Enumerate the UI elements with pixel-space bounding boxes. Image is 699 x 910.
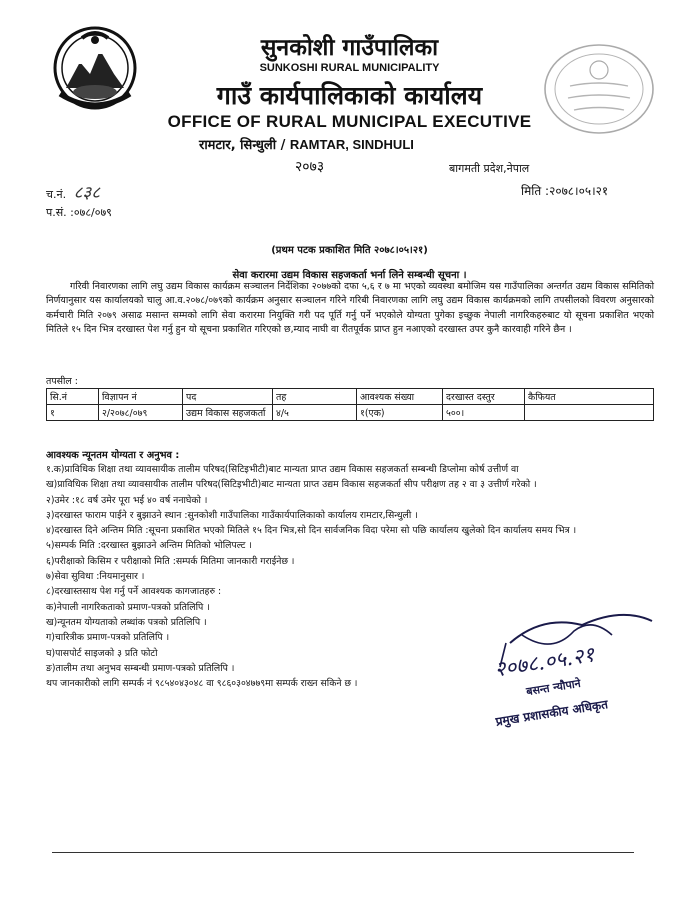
table-header-cell: सि.नं [47, 389, 99, 405]
tapasil-label: तपसील : [46, 376, 78, 387]
vacancy-table [46, 388, 654, 421]
address-en: RAMTAR, SINDHULI [289, 137, 414, 152]
requirement-item: ग)चारित्रीक प्रमाण-पत्रको प्रतिलिपि । [46, 632, 170, 644]
established-year: २०७३ [295, 159, 325, 175]
office-title-en: OFFICE OF RURAL MUNICIPAL EXECUTIVE [167, 112, 532, 131]
requirement-item: २)उमेर :१८ वर्ष उमेर पूरा भई ४० वर्ष ननाघेको । [46, 494, 208, 506]
table-header-cell: कैफियत [525, 389, 654, 405]
table-cell: १ [47, 405, 99, 421]
address-np: रामटार, सिन्धुली / [199, 138, 286, 153]
table-header-cell: दरखास्त दस्तुर [443, 389, 525, 405]
requirement-item: ६)परीक्षाको किसिम र परीक्षाको मिति :सम्पर्क मितिमा जानकारी गराईनेछ । [46, 555, 295, 567]
table-cell: उद्यम विकास सहजकर्ता [183, 405, 273, 421]
requirement-item: थप जानकारीको लागि सम्पर्क नं ९८५४०४३०४८ वा ९८६०३०४७७९मा सम्पर्क राख्न सकिने छ । [46, 678, 358, 690]
province-label: बागमती प्रदेश,नेपाल [449, 162, 530, 175]
signatory-name: बसन्त न्यौपाने [525, 676, 582, 699]
requirement-item: ७)सेवा सुविधा :नियमानुसार । [46, 571, 145, 583]
table-cell: ४/५ [273, 405, 357, 421]
chalani-value: ८३८ [73, 183, 101, 203]
footer-divider [52, 852, 634, 853]
table-row [47, 405, 654, 421]
requirement-item: घ)पासपोर्ट साइजको ३ प्रति फोटो [46, 647, 158, 659]
notice-subject: सेवा करारमा उद्यम विकास सहजकर्ता भर्ना लिने सम्बन्धी सूचना । [232, 270, 467, 281]
chalani-number [46, 180, 100, 203]
table-header-cell: आवश्यक संख्या [357, 389, 443, 405]
office-address [199, 135, 414, 153]
signatory-title: प्रमुख प्रशासकीय अधिकृत [494, 697, 609, 729]
requirement-item: क)नेपाली नागरिकताको प्रमाण-पत्रको प्रतिलिपि । [46, 601, 210, 613]
table-cell: २/२०७८/०७९ [99, 405, 183, 421]
municipality-title-en: SUNKOSHI RURAL MUNICIPALITY [259, 62, 440, 74]
requirement-item: ३)दरखास्त फाराम पाईने र बुझाउने स्थान :सुनकोशी गाउँपालिका गाउँकार्यपालिकाको कार्यालय रामटार,सिन्धुली । [46, 509, 418, 521]
chalani-label: च.नं. [46, 188, 67, 201]
notice-intro-paragraph: गरिवी निवारणका लागि लघु उद्यम विकास कार्यक्रम सञ्चालन निर्देशिका २०७७को दफा ५,६ र ७ मा भएको व्यवस्था बमोजिम यस गाउँपालिका अन्तर्गत उद्यम विकास समितिको निर्णयानुसार यस कार्यालयको चालु आ.व.२०७८/०७९को कार्यक्रम अनुसार सञ्चालन गरिने गरिबी निवारणका लागि लघु उद्यम विकास कार्यक्रमको लागि तपसीलको विवरण अनुसारको कर्मचारी मिति २०७९ असाढ मसान्त सम्मको लागि सेवा करारमा नियुक्ति गरी पद पूर्ति गर्नु पर्ने भएकोले योग्यता पुगेका इच्छुक नेपाली नागरिकहरुबाट यो सूचना प्रकाशित भएको मितिले १५ दिन भित्र दरखास्त पेश गर्नु हुन यो सूचना प्रकाशित गरिएको छ,म्याद नाघी वा रीतपूर्वक प्राप्त हुन नआएको दरखास्त उपर कुनै कारवाही गरिने छैन । [46, 281, 654, 336]
table-header-cell: तह [273, 389, 357, 405]
requirement-item: ख)न्यूनतम योग्यताको लब्धांक पत्रको प्रतिलिपि । [46, 616, 207, 628]
requirement-item: १.क)प्राविधिक शिक्षा तथा व्यावसायीक तालीम परिषद(सिटिइभीटी)बाट मान्यता प्राप्त उद्यम विकास सहजकर्ता सम्बन्धी डिप्लोमा कोर्ष उत्तीर्ण वा [46, 464, 519, 475]
letter-date: मिति :२०७८।०५।२१ [521, 184, 609, 198]
published-date-note: (प्रथम पटक प्रकाशित मिति २०७८।०५।२१) [271, 245, 428, 256]
signature-date: २०७८.०५.२१ [492, 642, 596, 682]
requirement-item: ङ)तालीम तथा अनुभव सम्बन्धी प्रमाण-पत्रको प्रतिलिपि । [46, 662, 235, 674]
table-header-cell: विज्ञापन नं [99, 389, 183, 405]
table-cell: ५००। [443, 405, 525, 421]
requirement-item: ४)दरखास्त दिने अन्तिम मिति :सूचना प्रकाशित भएको मितिले १५ दिन भित्र,सो दिन सार्वजनिक विदा परेमा सो पछि कार्यालय खुलेको दिन कार्यालय समय भित्र । [46, 525, 577, 537]
table-header-cell: पद [183, 389, 273, 405]
requirement-item: ८)दरखास्तसाथ पेश गर्नु पर्ने आवश्यक कागजातहरु : [46, 586, 222, 598]
table-cell [525, 405, 654, 421]
requirement-item: ५)सम्पर्क मिति :दरखास्त बुझाउने अन्तिम मितिको भोलिपल्ट । [46, 540, 252, 552]
table-header-row [47, 389, 654, 405]
requirements-title: आवश्यक न्यूनतम योग्यता र अनुभव : [46, 450, 180, 461]
patra-sankhya: प.सं. :०७८/०७९ [46, 206, 112, 219]
municipality-title-np: सुनकोशी गाउँपालिका [260, 35, 439, 61]
office-title-np: गाउँ कार्यपालिकाको कार्यालय [216, 81, 483, 110]
table-cell: १(एक) [357, 405, 443, 421]
requirement-item: ख)प्राविधिक शिक्षा तथा व्यावसायीक तालीम परिषद(सिटिइभीटी)बाट मान्यता प्राप्त उद्यम विकास सहजकर्ता सीप परीक्षण तह २ वा ३ उत्तीर्ण गरेको । [46, 479, 537, 491]
